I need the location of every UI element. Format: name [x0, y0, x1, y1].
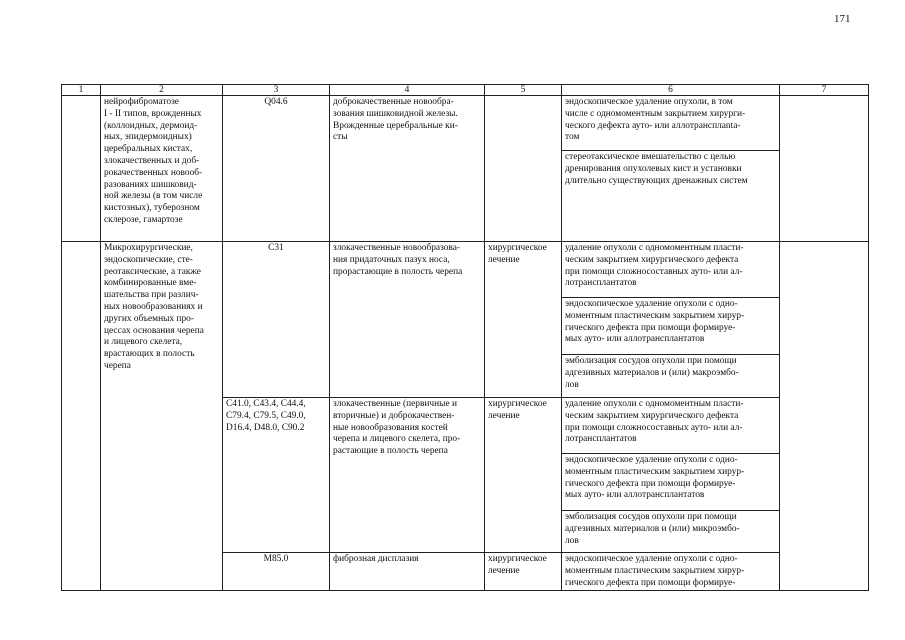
- header-cell-2: 2: [101, 85, 223, 96]
- treatment-type-cell: хирургическое лечение: [485, 242, 562, 398]
- treatment-method-cell: стереотаксическое вмешательство с целью дренирования опухолевых кист и установки длительно существующих дренажных систем: [562, 151, 780, 242]
- header-row: [62, 85, 869, 96]
- patient-model-cell: фиброзная дисплазия: [330, 553, 485, 591]
- header-cell-5: 5: [485, 85, 562, 96]
- table-row: [62, 96, 869, 151]
- page-number: 171: [834, 13, 851, 25]
- icd-code-cell: Q04.6: [223, 96, 330, 242]
- cost-cell: [780, 96, 869, 242]
- treatment-type-cell: хирургическое лечение: [485, 398, 562, 553]
- treatment-method-cell: удаление опухоли с одномоментным пласти- ческим закрытием хирургического дефекта при помощи сложносоставных ауто- или ал- лотрансплантатов: [562, 242, 780, 298]
- treatment-type-cell: хирургическое лечение: [485, 553, 562, 591]
- treatment-method-cell: эндоскопическое удаление опухоли с одно- моментным пластическим закрытием хирур- гического дефекта при помощи формируе- мых ауто- или аллотрансплантатов: [562, 454, 780, 511]
- row-number-cell: [62, 96, 101, 242]
- header-cell-6: 6: [562, 85, 780, 96]
- treatment-method-cell: эмболизация сосудов опухоли при помощи адгезивных материалов и (или) микроэмбо- лов: [562, 511, 780, 553]
- header-cell-1: 1: [62, 85, 101, 96]
- table-row: [62, 242, 869, 298]
- procedure-name-cell: Микрохирургические, эндоскопические, сте- реотаксические, а также комбинированные вме- шательства при различ- ных новообразованиях и других объемных про- цессах основания черепа и лицевого скелета, врастающих в полость черепа: [101, 242, 223, 591]
- patient-model-cell: злокачественные новообразова- ния придаточных пазух носа, прорастающие в полость черепа: [330, 242, 485, 398]
- cost-cell: [780, 242, 869, 591]
- disease-name-cell: нейрофиброматозе I - II типов, врожденных (коллоидных, дермоид- ных, эпидермоидных) церебральных кистах, злокачественных и доб- рокачественных новооб- разованиях шишковид- ной железы (в том числе кистозных), туберозном склерозе, гамартозе: [101, 96, 223, 242]
- patient-model-cell: доброкачественные новообра- зования шишковидной железы. Врожденные церебральные ки- сты: [330, 96, 485, 242]
- treatment-type-cell: [485, 96, 562, 242]
- treatment-method-cell: эндоскопическое удаление опухоли, в том числе с одномоментным закрытием хирурги- ческого дефекта ауто- или аллотрансплanta- том: [562, 96, 780, 151]
- header-cell-7: 7: [780, 85, 869, 96]
- header-cell-4: 4: [330, 85, 485, 96]
- treatment-method-cell: эндоскопическое удаление опухоли с одно- моментным пластическим закрытием хирур- гического дефекта при помощи формируе- мых ауто- или аллотрансплантатов: [562, 298, 780, 355]
- icd-code-cell: C31: [223, 242, 330, 398]
- treatment-method-cell: эндоскопическое удаление опухоли с одно- моментным пластическим закрытием хирур- гического дефекта при помощи формируе-: [562, 553, 780, 591]
- header-cell-3: 3: [223, 85, 330, 96]
- icd-code-cell: C41.0, C43.4, C44.4, C79.4, C79.5, C49.0, D16.4, D48.0, C90.2: [223, 398, 330, 553]
- medical-services-table: [61, 84, 869, 591]
- treatment-method-cell: удаление опухоли с одномоментным пласти- ческим закрытием хирургического дефекта при помощи сложносоставных ауто- или ал- лотрансплантатов: [562, 398, 780, 454]
- icd-code-cell: M85.0: [223, 553, 330, 591]
- treatment-method-cell: эмболизация сосудов опухоли при помощи адгезивных материалов и (или) макроэмбо- лов: [562, 355, 780, 398]
- patient-model-cell: злокачественные (первичные и вторичные) и доброкачествен- ные новообразования костей черепа и лицевого скелета, про- растающие в полость черепа: [330, 398, 485, 553]
- row-number-cell: [62, 242, 101, 591]
